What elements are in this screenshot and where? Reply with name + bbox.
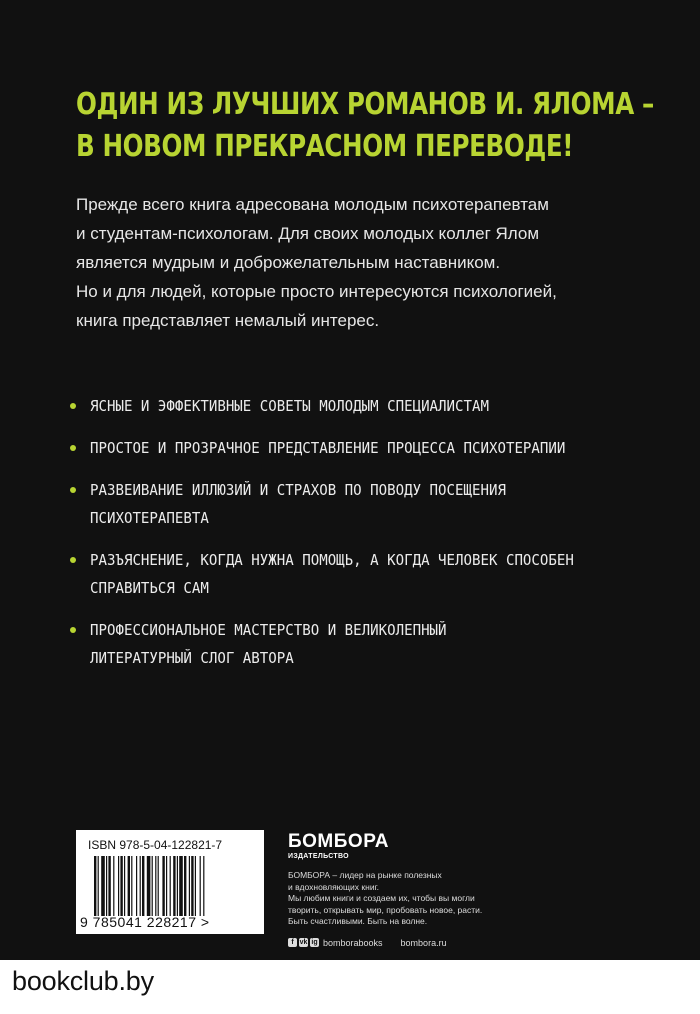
feature-item-text: ЛИТЕРАТУРНЫЙ СЛОГ АВТОРА bbox=[90, 649, 294, 667]
publisher-block bbox=[288, 832, 538, 948]
feature-item bbox=[70, 476, 650, 532]
barcode-panel bbox=[76, 830, 264, 934]
bullet-dot-icon bbox=[70, 445, 76, 451]
vk-icon: vk bbox=[299, 939, 308, 946]
feature-item-text: СПРАВИТЬСЯ САМ bbox=[90, 579, 209, 597]
headline bbox=[76, 84, 654, 168]
isbn-label: ISBN 978-5-04-122821-7 bbox=[88, 838, 223, 852]
publisher-website: bombora.ru bbox=[400, 937, 447, 948]
barcode-digits: 9 785041 228217 > bbox=[80, 914, 210, 930]
feature-item bbox=[70, 616, 650, 672]
publisher-blurb-line: Мы любим книги и создаем их, чтобы вы могли bbox=[288, 893, 475, 903]
publisher-blurb-line: БОМБОРА – лидер на рынке полезных bbox=[288, 870, 442, 880]
feature-item-text: ПРОСТОЕ И ПРОЗРАЧНОЕ ПРЕДСТАВЛЕНИЕ ПРОЦЕССА ПСИХОТЕРАПИИ bbox=[90, 439, 566, 457]
feature-item bbox=[70, 392, 650, 420]
facebook-icon: f bbox=[288, 938, 297, 947]
headline-line-1: ОДИН ИЗ ЛУЧШИХ РОМАНОВ И. ЯЛОМА – bbox=[76, 87, 654, 122]
feature-item-text: ЯСНЫЕ И ЭФФЕКТИВНЫЕ СОВЕТЫ МОЛОДЫМ СПЕЦИАЛИСТАМ bbox=[90, 397, 489, 415]
feature-item-text: ПРОФЕССИОНАЛЬНОЕ МАСТЕРСТВО И ВЕЛИКОЛЕПНЫЙ bbox=[90, 621, 447, 639]
publisher-blurb-line: и вдохновляющих книг. bbox=[288, 881, 379, 892]
feature-item bbox=[70, 434, 650, 462]
publisher-social bbox=[288, 938, 538, 948]
barcode-bars bbox=[94, 856, 252, 916]
feature-item-text: РАЗВЕИВАНИЕ ИЛЛЮЗИЙ И СТРАХОВ ПО ПОВОДУ ПОСЕЩЕНИЯ bbox=[90, 481, 506, 499]
feature-item-text: РАЗЪЯСНЕНИЕ, КОГДА НУЖНА ПОМОЩЬ, А КОГДА ЧЕЛОВЕК СПОСОБЕН bbox=[90, 551, 574, 569]
headline-line-2: В НОВОМ ПРЕКРАСНОМ ПЕРЕВОДЕ! bbox=[76, 129, 574, 164]
publisher-blurb bbox=[288, 870, 528, 928]
feature-list bbox=[70, 392, 650, 686]
intro-line: Но и для людей, которые просто интересуются психологией, bbox=[76, 282, 557, 301]
intro-line: и студентам-психологам. Для своих молодых коллег Ялом bbox=[76, 224, 540, 243]
feature-item bbox=[70, 546, 650, 602]
intro-paragraph bbox=[76, 190, 636, 335]
publisher-logo: БОМБОРА bbox=[288, 831, 389, 852]
intro-line: Прежде всего книга адресована молодым психотерапевтам bbox=[76, 195, 549, 214]
bullet-dot-icon bbox=[70, 403, 76, 409]
social-handle: bomborabooks bbox=[323, 937, 383, 948]
intro-line: книга представляет немалый интерес. bbox=[76, 311, 380, 330]
bullet-dot-icon bbox=[70, 557, 76, 563]
intro-line: является мудрым и доброжелательным наставником. bbox=[76, 253, 501, 272]
bullet-dot-icon bbox=[70, 627, 76, 633]
instagram-icon: ig bbox=[311, 939, 318, 946]
publisher-blurb-line: творить, открывать мир, пробовать новое, расти. bbox=[288, 904, 483, 915]
site-watermark: bookclub.by bbox=[12, 966, 154, 996]
feature-item-text: ПСИХОТЕРАПЕВТА bbox=[90, 509, 209, 527]
publisher-blurb-line: Быть счастливыми. Быть на волне. bbox=[288, 916, 428, 926]
publisher-subtitle: ИЗДАТЕЛЬСТВО bbox=[288, 853, 349, 860]
bullet-dot-icon bbox=[70, 487, 76, 493]
